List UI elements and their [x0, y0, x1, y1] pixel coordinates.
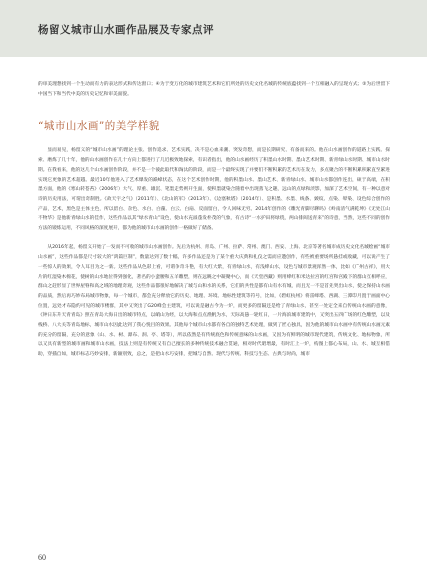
body-paragraph-1: 显而易见，杨留义的“城市山水画”的理论主张、创作追求、艺术实践，决不是心血来潮、突发奇想，而是长期研究、有备而来的。他在山水画创作的道路上实践、探索、磨炼了几十年，他的山水画创作在几十方向上都进行了几近极致地探索，有识者指出，他的山水画经历了积墨山水时期、墨山艺术时期、新青绿山水时期、城市山水时期。在我看来，他的这几个山水画创作阶段，并不是一个彼此取代和淘汰的阶段，而是一个最终实现了并要们不断积累的艺术历在发力，多点聚合的不断积累积累直至累进实现它更象的艺术超越。最近10年他进入了艺术爆发的巅峰状态，在这个艺术创作时期，他的积墨山水、墨山艺术、新青绿山水、城市山水都创作连出，硕于高端，在积墨方面，他的《寒山转苍苔》（2006年）大气、厚重、雄沉、笔墨走势则开生面，使积墨就染合随着中出现蒸飞之趣，远山的点绿和淡影，加深了艺术空间，有一种以意对诗的历史用法，可谓出奇制胜。《故天宇之气》（2011年）、《北山的军》（2013年）、《边塞秋塔》（2014年）、是积墨、水墨、线条、皴纹、点染、晕染、设色综合创作的产品，艺术，黑色是主体主色，所以留白、杂色、水白、白藻、白云、白扇、反面留白，令人回味无穷。2014年创作的《雕光青脚尽聊吗》《岭南清气满乾坤》《无处江山不物华》是他新青绿山水的佳作，这些作品以其“绿水青山”设色，使山水充溢蓬发朴茂的气象，有古诗“一水护田将绿绕，两山排闼送青来”的诗意，当然，这些不同的创作方法的锻炼运用，不同风格的深度展开，都为他的城市山水画的创作一格做好了储备。: [38, 148, 390, 232]
page-number: 60: [38, 553, 46, 562]
section-title: “城市山水画”的美学样貌: [38, 120, 160, 133]
intro-paragraph: 的审美理想找到一个生动而有力的表达形式和传达窗口；④为于变万化的城市建筑艺术和它们所处的历史文化名城的传统底蕴找到一个互相融入的呈现方式；⑤为后世留下中国当下和当代中美的历史记忆和审美面貌。: [38, 82, 390, 97]
page-content: [38, 80, 390, 360]
body-paragraph-2: 从2016年起，杨留义开始了一发而不可收的城市山水画创作。先后为杭州、青岛、广州、拉萨、常州、澳门、西安、上海、北京等著名城市成历史文化名城绘画“城市山水画”，这些作品都是尺寸较大的“鸿篇巨制”，数量达到了数十幅，许多作品还是为了某个重大庆典和礼仪之需而应邀创作，有些被重要场所悬挂或收藏，可以说产生了一些惊人的效果，令人耳目为之一新。这些作品从色彩上看，可谓争奇斗艳，有大红大紫，有青绿山水，有浅绛山水，设色与城市景观浑然一体，比如《广州古祥》，用大片的红湿染木棉花，使树的山水地位得到强化，著名的小蛮腰和五羊雕塑，则在远眺之中凝聚中心，而《天堂西藏》则用绛红和米达拉宫的红宫和宫殿下的群山互相呼应，群山之赶形显了世界屋脊和高之域的地理奇观，这些作品都很好地解决了城与山和水的关系，它们的共性是都有山有水有城，而且无一不是首先突出山水，使之保持山水画的品质，然后再巧妙布局城市物象，每一个城市，都会充分释放它的历史、地理、环境、地标性建筑等符号，比如，《碧虹杭州》将雷峰塔、西湖、三潭印月置于画面中心位置，远处才布隐约可见的城市楼群，其中又突出了G20峰会主建筑，可以说是融古今为一炉，而更多的留隔还是给了青绿山水，甚至一处定全来自传统山水画的意像，《钟日东升天青青岛》照在青岛大海日出的城市特点，以峭山为经，以大海和点点渔帆为水，天际高悬一轮红日，一片海滨城市建筑中，又突出五四广场的红色雕塑，以及栈桥、八大关等青岛地标，城市山水因此达到了我心悦目的效果。其他每个城市山水都有各自的独特艺术处理，做到了匠心独具，因为他的城市山水画中有传统山水画元素的充分的留隔，充分的意象（山、水、树、瀑布、洞、亭、塔等），所以依然是有传统底色和传统意味的山水画，又因为有鲜明的城市现代建筑，传统文化、地标物象，所以又具有新型的城市画和城市山水画，技法上则是有传统又有自己擅长的多种传统技术融合贯通，相对时代昭增最，有时汇上一炉，构图上都心布局，山、水、城互相借助，穿插自如，城市标志巧妙安排，新颖别致，总之，是把山水巧安排，把城与自然、现代与传统、科技与生态、古典与时尚，城市: [38, 245, 390, 358]
running-header-title: 杨留义城市山水画作品展及专家点评: [38, 24, 214, 36]
header-band: [0, 0, 427, 57]
